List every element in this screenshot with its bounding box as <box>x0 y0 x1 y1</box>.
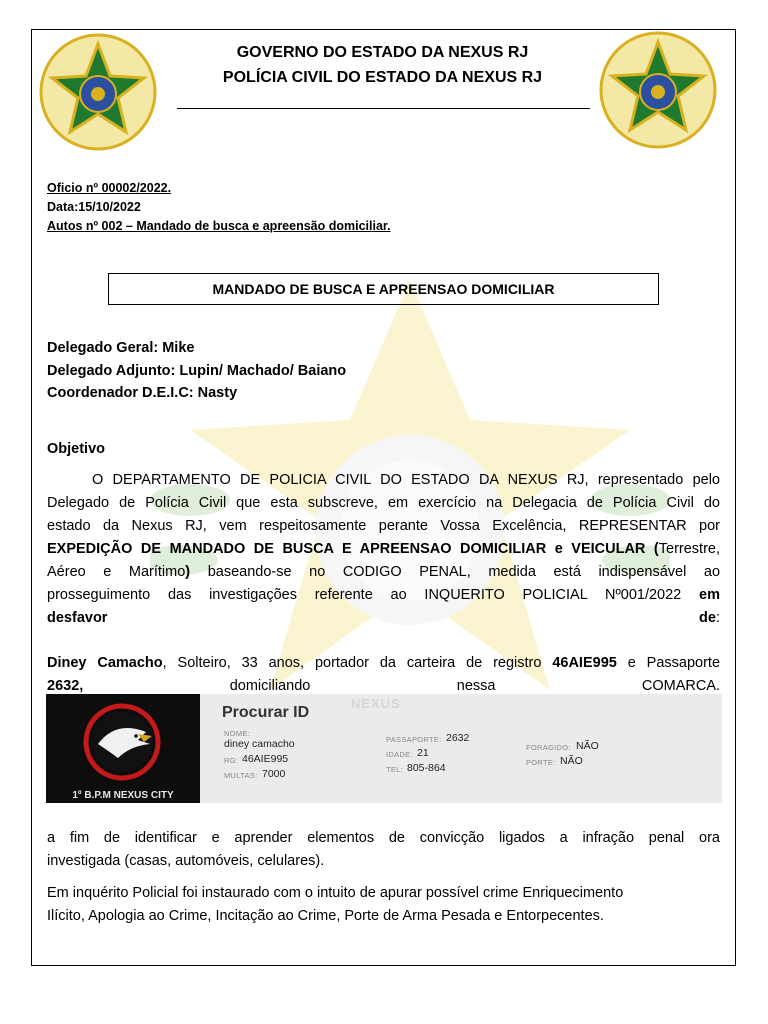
paragraph-line: Ilícito, Apologia ao Crime, Incitação ao Crime, Porte de Arma Pesada e Entorpecentes. <box>47 908 604 924</box>
police-seal-icon <box>598 30 718 150</box>
paragraph-line: Delegado de Polícia Civil que esta subscreve, em exercício na Delegacia de Polícia Civil do <box>47 495 720 511</box>
bold-text: em <box>699 587 720 603</box>
idade-value: 21 <box>417 747 429 759</box>
header-government: GOVERNO DO ESTADO DA NEXUS RJ <box>236 44 529 61</box>
paragraph-line <box>47 561 720 584</box>
badge-caption: 1º B.P.M NEXUS CITY <box>72 790 174 801</box>
text: prosseguimento das investigações referente ao INQUERITO POLICIAL Nº001/2022 <box>47 587 682 603</box>
objetivo-heading: Objetivo <box>47 441 106 457</box>
police-badge-logo <box>46 694 200 803</box>
text: Aéreo e Marítimo <box>47 564 186 580</box>
bold-text: ( <box>653 541 659 557</box>
paragraph-line: estado da Nexus RJ, vem respeitosamente perante Vossa Excelência, REPRESENTAR por <box>47 518 720 534</box>
text: Terrestre, <box>658 541 720 557</box>
bold-text: de <box>699 610 716 626</box>
paragraph-line <box>47 607 720 630</box>
nome-label: NOME: <box>224 729 251 738</box>
multas-value: 7000 <box>262 768 286 780</box>
document-title: MANDADO DE BUSCA E APREENSAO DOMICILIAR <box>108 273 659 305</box>
header-police: POLÍCIA CIVIL DO ESTADO DA NEXUS RJ <box>222 69 543 86</box>
paragraph-line: O DEPARTAMENTO DE POLICIA CIVIL DO ESTADO DA NEXUS RJ, representado pelo <box>92 472 720 488</box>
passport-number: 2632, <box>47 678 84 694</box>
foragido-label: FORAGIDO: <box>526 743 571 752</box>
text: baseando-se no CODIGO PENAL, medida está indispensável ao <box>207 564 721 580</box>
porte-value: NÃO <box>560 755 583 767</box>
tel-label: TEL: <box>386 765 404 774</box>
bold-text: desfavor <box>47 610 108 626</box>
text: domiciliando <box>229 678 311 694</box>
rg-number: 46AIE995 <box>552 655 617 671</box>
text: COMARCA. <box>641 678 721 694</box>
text: nessa <box>456 678 496 694</box>
paragraph-line: Em inquérito Policial foi instaurado com o intuito de apurar possível crime Enriquecimento <box>47 885 624 901</box>
oficio-number: Oficio nº 00002/2022. <box>47 181 172 195</box>
bold-text: EXPEDIÇÃO DE MANDADO DE BUSCA E APREENSAO DOMICILIAR e VEICULAR <box>47 541 646 557</box>
rg-value: 46AIE995 <box>242 753 289 765</box>
eagle-badge-icon <box>46 694 200 790</box>
delegado-geral: Delegado Geral: Mike <box>47 340 195 356</box>
police-seal-icon <box>38 32 158 152</box>
paragraph-line <box>47 652 720 675</box>
rg-label: RG: <box>224 756 239 765</box>
autos-number: Autos nº 002 – Mandado de busca e apreensão domiciliar. <box>47 219 391 233</box>
delegado-adjunto: Delegado Adjunto: Lupin/ Machado/ Baiano <box>47 363 347 379</box>
card-watermark: NEXUS <box>351 696 401 711</box>
passaporte-label: PASSAPORTE: <box>386 735 442 744</box>
passaporte-value: 2632 <box>446 732 470 744</box>
multas-label: MULTAS: <box>224 771 258 780</box>
porte-label: PORTE: <box>526 758 556 767</box>
bold-text: ) <box>185 564 191 580</box>
paragraph-line <box>47 584 720 607</box>
nome-value: diney camacho <box>224 738 295 750</box>
text: e Passaporte <box>627 655 721 671</box>
coordenador: Coordenador D.E.I.C: Nasty <box>47 385 238 401</box>
paragraph-line: a fim de identificar e aprender elementos de convicção ligados a infração penal ora <box>47 830 720 846</box>
text: , Solteiro, 33 anos, portador da carteira de registro <box>162 655 542 671</box>
foragido-value: NÃO <box>576 740 599 752</box>
tel-value: 805-864 <box>407 762 446 774</box>
id-lookup-screenshot <box>46 694 722 803</box>
document-date: Data:15/10/2022 <box>47 200 141 214</box>
suspect-name: Diney Camacho <box>47 655 163 671</box>
text: : <box>715 610 720 626</box>
header-divider <box>177 108 590 109</box>
idade-label: IDADE: <box>386 750 413 759</box>
card-title: Procurar ID <box>222 704 310 721</box>
paragraph-line: investigada (casas, automóveis, celulares). <box>47 853 325 869</box>
paragraph-line <box>47 538 720 561</box>
